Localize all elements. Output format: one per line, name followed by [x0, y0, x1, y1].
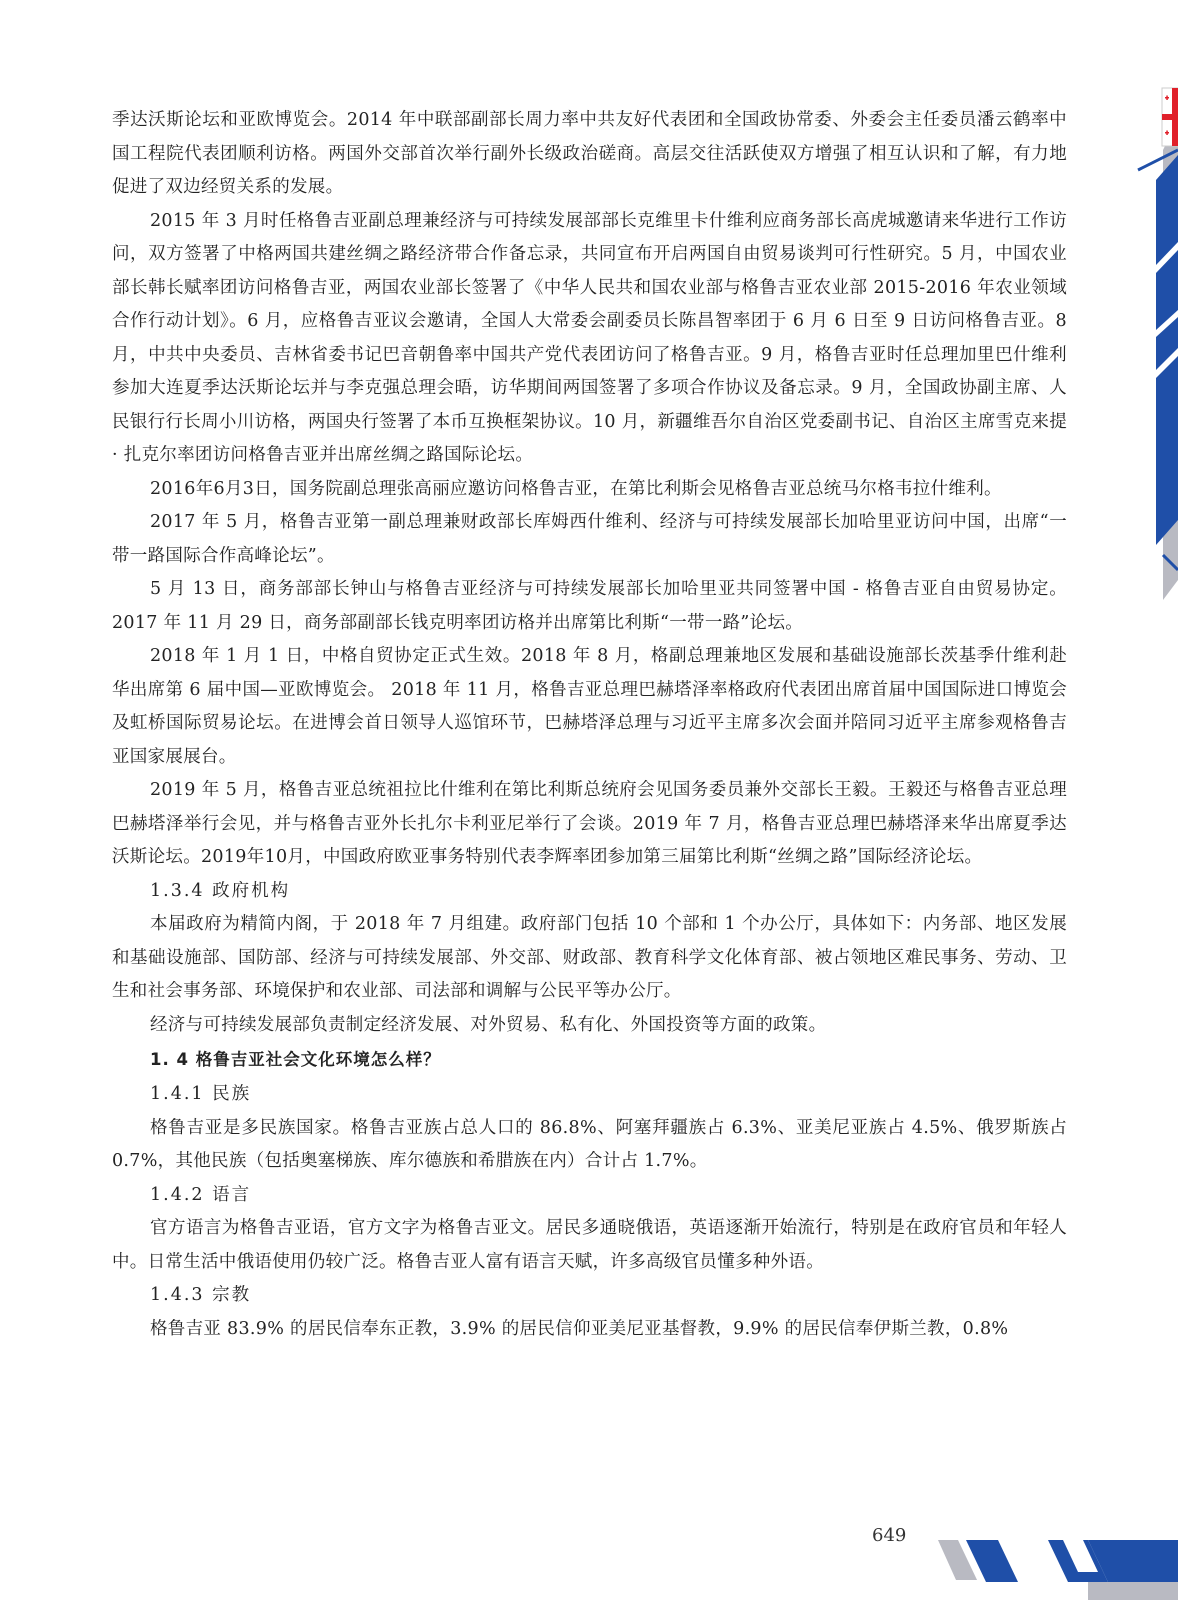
- paragraph: 2019 年 5 月，格鲁吉亚总统祖拉比什维利在第比利斯总统府会见国务委员兼外交部长王毅。王毅还与格鲁吉亚总理巴赫塔泽举行会见，并与格鲁吉亚外长扎尔卡利亚尼举行了会谈。2019 年 7 月，格鲁吉亚总理巴赫塔泽来华出席夏季达沃斯论坛。2019年10月，中国政府欧亚事务特别代表李辉率团参加第三届第比利斯“丝绸之路”国际经济论坛。: [112, 780, 1067, 867]
- paragraph: 格鲁吉亚是多民族国家。格鲁吉亚族占总人口的 86.8%、阿塞拜疆族占 6.3%、亚美尼亚族占 4.5%、俄罗斯族占 0.7%，其他民族（包括奥塞梯族、库尔德族和希腊族在内）合计占 1.7%。: [112, 1117, 1067, 1171]
- paragraph: 官方语言为格鲁吉亚语，官方文字为格鲁吉亚文。居民多通晓俄语，英语逐渐开始流行，特别是在政府官员和年轻人中。日常生活中俄语使用仍较广泛。格鲁吉亚人富有语言天赋，许多高级官员懂多种外语。: [112, 1218, 1067, 1272]
- paragraph: 格鲁吉亚 83.9% 的居民信奉东正教，3.9% 的居民信仰亚美尼亚基督教，9.9% 的居民信奉伊斯兰教，0.8%: [150, 1318, 1009, 1339]
- subsection-heading: 1.4.1 民族: [150, 1084, 252, 1104]
- subsection-heading: 1.4.2 语言: [150, 1184, 252, 1205]
- georgia-flag-icon: [1162, 88, 1178, 146]
- paragraph: 5 月 13 日，商务部部长钟山与格鲁吉亚经济与可持续发展部长加哈里亚共同签署中国 - 格鲁吉亚自由贸易协定。2017 年 11 月 29 日，商务部副部长钱克明率团访格并出席第比利斯“一带一路”论坛。: [112, 579, 1067, 633]
- footer-decoration: [938, 1520, 1178, 1600]
- paragraph: 2018 年 1 月 1 日，中格自贸协定正式生效。2018 年 8 月，格副总理兼地区发展和基础设施部长茨基季什维利赴华出席第 6 届中国—亚欧博览会。 2018 年 11 月，格鲁吉亚总理巴赫塔泽率格政府代表团出席首届中国国际进口博览会及虹桥国际贸易论坛。在进博会首日领导人巡馆环节，巴赫塔泽总理与习近平主席多次会面并陪同习近平主席参观格鲁吉亚国家展展台。: [112, 646, 1067, 767]
- paragraph: 经济与可持续发展部负责制定经济发展、对外贸易、私有化、外国投资等方面的政策。: [150, 1014, 827, 1035]
- section-heading: 1. 4 格鲁吉亚社会文化环境怎么样？: [150, 1050, 441, 1069]
- side-decoration: [1078, 0, 1178, 600]
- subsection-heading: 1.4.3 宗教: [150, 1285, 252, 1305]
- paragraph: 2016年6月3日，国务院副总理张高丽应邀访问格鲁吉亚，在第比利斯会见格鲁吉亚总统马尔格韦拉什维利。: [150, 478, 1002, 499]
- paragraph: 2015 年 3 月时任格鲁吉亚副总理兼经济与可持续发展部部长克维里卡什维利应商务部长高虎城邀请来华进行工作访问，双方签署了中格两国共建丝绸之路经济带合作备忘录，共同宣布开启两国自由贸易谈判可行性研究。5 月，中国农业部长韩长赋率团访问格鲁吉亚，两国农业部长签署了《中华人民共和国农业部与格鲁吉亚农业部 2015-2016 年农业领域合作行动计划》。6 月，应格鲁吉亚议会邀请，全国人大常委会副委员长陈昌智率团于 6 月 6 日至 9 日访问格鲁吉亚。8 月，中共中央委员、吉林省委书记巴音朝鲁率中国共产党代表团访问了格鲁吉亚。9 月，格鲁吉亚时任总理加里巴什维利参加大连夏季达沃斯论坛并与李克强总理会晤，访华期间两国签署了多项合作协议及备忘录。9 月，全国政协副主席、人民银行行长周小川访格，两国央行签署了本币互换框架协议。10 月，新疆维吾尔自治区党委副书记、自治区主席雪克来提 · 扎克尔率团访问格鲁吉亚并出席丝绸之路国际论坛。: [112, 210, 1067, 465]
- subsection-heading: 1.3.4 政府机构: [150, 880, 291, 901]
- paragraph: 本届政府为精简内阁，于 2018 年 7 月组建。政府部门包括 10 个部和 1 个办公厅，具体如下：内务部、地区发展和基础设施部、国防部、经济与可持续发展部、外交部、财政部、教育科学文化体育部、被占领地区难民事务、劳动、卫生和社会事务部、环境保护和农业部、司法部和调解与公民平等办公厅。: [112, 914, 1067, 1001]
- paragraph: 2017 年 5 月，格鲁吉亚第一副总理兼财政部长库姆西什维利、经济与可持续发展部长加哈里亚访问中国，出席“一带一路国际合作高峰论坛”。: [112, 512, 1067, 566]
- paragraph: 季达沃斯论坛和亚欧博览会。2014 年中联部副部长周力率中共友好代表团和全国政协常委、外委会主任委员潘云鹤率中国工程院代表团顺利访格。两国外交部首次举行副外长级政治磋商。高层交往活跃使双方增强了相互认识和了解，有力地促进了双边经贸关系的发展。: [112, 110, 1067, 197]
- document-body: [112, 104, 1067, 1346]
- page-number: 649: [872, 1525, 907, 1546]
